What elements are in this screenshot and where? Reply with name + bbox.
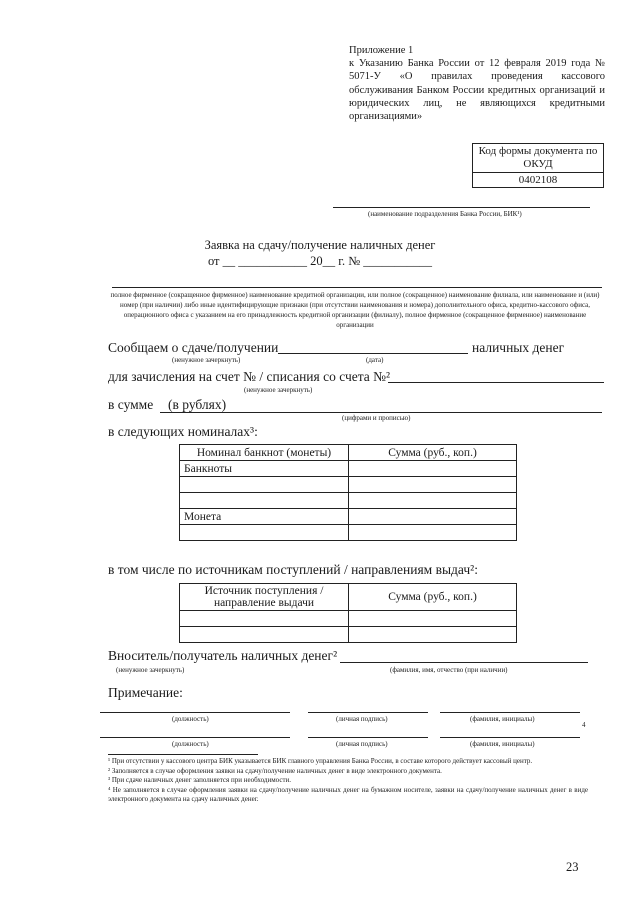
- appendix-block: [349, 44, 605, 123]
- banknotes-label: Банкноты: [180, 461, 349, 477]
- page-number: 23: [566, 860, 579, 874]
- okud-box: [472, 143, 604, 188]
- sources-col-1-line-1: Источник поступления /: [204, 585, 324, 597]
- appendix-text: к Указанию Банка России от 12 февраля 2019 года № 5071-У «О правилах проведения кассового обслуживания Банком России кредитных организаций и юридических лиц, не являющихся кредитными организациями»: [349, 58, 605, 123]
- position-caption-2: (должность): [172, 740, 209, 748]
- table-cell[interactable]: [349, 461, 517, 477]
- appendix-title: Приложение 1: [349, 45, 414, 56]
- denominations-col-2: Сумма (руб., коп.): [349, 445, 517, 461]
- table-row: [180, 611, 517, 627]
- denominations-heading: в следующих номиналах³:: [108, 424, 258, 439]
- bank-division-caption: (наименование подразделения Банка России, БИК¹): [368, 210, 522, 218]
- report-date-caption: (дата): [366, 356, 384, 364]
- position-caption-1: (должность): [172, 715, 209, 723]
- name-caption-1: (фамилия, инициалы): [470, 715, 535, 723]
- footnote-separator: [108, 754, 258, 755]
- page-title: [0, 238, 640, 269]
- table-cell[interactable]: [349, 509, 517, 525]
- table-row: [180, 627, 517, 643]
- table-row: [180, 445, 517, 461]
- sources-col-1-line-2: направление выдачи: [213, 597, 315, 609]
- note-label: Примечание:: [108, 685, 183, 700]
- table-row: [180, 477, 517, 493]
- bearer-text: Вноситель/получатель наличных денег²: [108, 648, 338, 663]
- report-note: (ненужное зачеркнуть): [172, 356, 241, 364]
- account-field[interactable]: [388, 382, 604, 383]
- report-date-field[interactable]: [278, 353, 468, 354]
- amount-field[interactable]: [160, 412, 602, 413]
- footnote-4: ⁴ Не заполняется в случае оформления заявки на сдачу/получение наличных денег на бумажном носителе, заявки на сдачу/получение наличных денег в виде электронного документа на сдачу наличных денег.: [108, 785, 588, 803]
- amount-caption: (цифрами и прописью): [342, 414, 411, 422]
- sources-table: [179, 583, 517, 643]
- position-field-2[interactable]: [100, 737, 290, 738]
- table-cell[interactable]: [349, 477, 517, 493]
- amount-value: (в рублях): [168, 397, 227, 412]
- okud-code: 0402108: [518, 174, 558, 186]
- table-cell[interactable]: [349, 627, 517, 643]
- footnote-2: ² Заполняется в случае оформления заявки на сдачу/получение наличных денег в виде электронного документа.: [108, 766, 442, 775]
- table-row: [180, 509, 517, 525]
- signature-field-1[interactable]: [308, 712, 428, 713]
- name-field-1[interactable]: [440, 712, 580, 713]
- account-text: для зачисления на счет № / списания со счета №²: [108, 369, 391, 384]
- table-row: [180, 584, 517, 611]
- bank-division-line[interactable]: [333, 207, 590, 208]
- sources-col-2: Сумма (руб., коп.): [349, 584, 517, 611]
- table-cell[interactable]: [180, 627, 349, 643]
- table-cell[interactable]: [180, 525, 349, 541]
- signature-field-2[interactable]: [308, 737, 428, 738]
- org-name-line[interactable]: [112, 287, 602, 288]
- table-cell[interactable]: [180, 493, 349, 509]
- name-field-2[interactable]: [440, 737, 580, 738]
- account-note: (ненужное зачеркнуть): [244, 386, 313, 394]
- footnote-1: ¹ При отсутствии у кассового центра БИК указывается БИК главного управления Банка России, в составе которого действует кассовый центр.: [108, 757, 533, 765]
- denominations-table: [179, 444, 517, 541]
- position-field-1[interactable]: [100, 712, 290, 713]
- footnotes: [108, 757, 588, 805]
- report-suffix: наличных денег: [472, 340, 565, 355]
- table-row: [180, 493, 517, 509]
- title-line-1: Заявка на сдачу/получение наличных денег: [204, 238, 436, 252]
- org-description: полное фирменное (сокращенное фирменное) наименование кредитной организации, или полное (сокращенное) наименование филиала, или наименование и (или) номер (при наличии) либо иные идентифицирующие признаки (при отсутствии наименования и номера) дополнительного офиса, кредитно-кассового офиса, операционного офиса с указанием на его принадлежность кредитной организации (филиалу), полное фирменное (сокращенное фирменное) наименование организации: [110, 291, 600, 329]
- amount-prefix: в сумме: [108, 397, 154, 412]
- report-text: Сообщаем о сдаче/получении: [108, 340, 279, 355]
- bearer-name-field[interactable]: [340, 662, 588, 663]
- footnote-3: ³ При сдаче наличных денег заполняется при необходимости.: [108, 776, 292, 784]
- bearer-caption: (фамилия, имя, отчество (при наличии): [390, 666, 508, 674]
- signature-caption-2: (личная подпись): [336, 740, 388, 748]
- name-caption-2: (фамилия, инициалы): [470, 740, 535, 748]
- sources-heading: в том числе по источникам поступлений / направлениям выдач²:: [108, 562, 478, 577]
- bearer-note: (ненужное зачеркнуть): [116, 666, 185, 674]
- table-cell[interactable]: [349, 493, 517, 509]
- title-line-2: от __ ___________ 20__ г. № ___________: [207, 254, 433, 268]
- table-row: [180, 461, 517, 477]
- coins-label: Монета: [180, 509, 349, 525]
- denominations-col-1: Номинал банкнот (монеты): [180, 445, 349, 461]
- sources-col-1: [180, 584, 349, 611]
- footnote-mark-4: 4: [582, 721, 586, 729]
- table-cell[interactable]: [349, 525, 517, 541]
- table-row: [180, 525, 517, 541]
- table-cell[interactable]: [180, 477, 349, 493]
- table-cell[interactable]: [180, 611, 349, 627]
- okud-label: Код формы документа по ОКУД: [473, 144, 603, 173]
- signature-caption-1: (личная подпись): [336, 715, 388, 723]
- table-cell[interactable]: [349, 611, 517, 627]
